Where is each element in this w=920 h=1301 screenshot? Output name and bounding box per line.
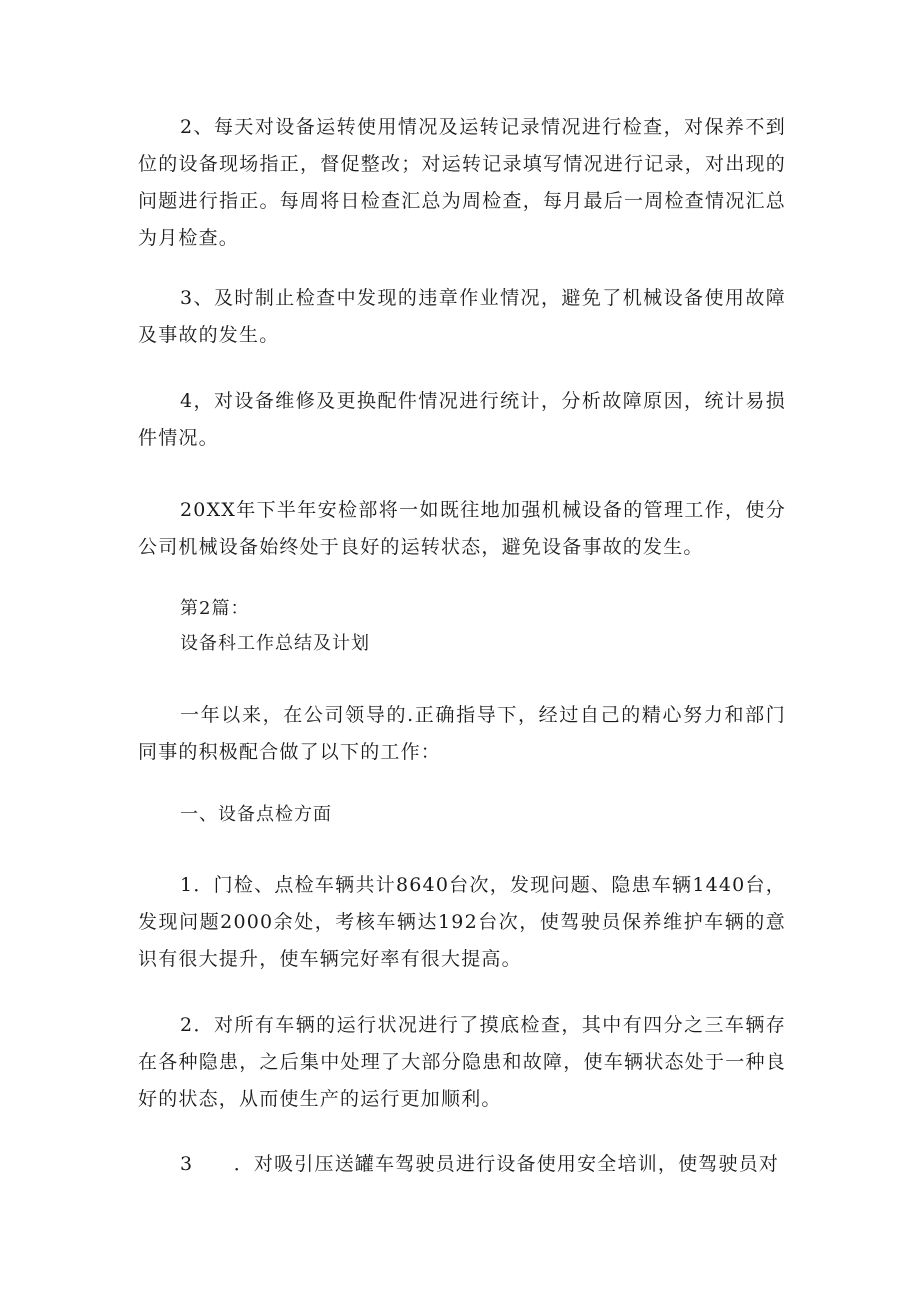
- paragraph-driver-training: 3 ．对吸引压送罐车驾驶员进行设备使用安全培训，使驾驶员对: [180, 1153, 780, 1175]
- heading-equipment-inspection: 一、设备点检方面: [180, 804, 332, 825]
- paragraph-daily-inspection: 2、每天对设备运转使用情况及运转记录情况进行检查，对保养不到位的设备现场指正，督促整改；对运转记录填写情况进行记录，对出现的问题进行指正。每周将日检查汇总为周检查，每月最后一周检查情况汇总为月检查。: [138, 116, 786, 249]
- paragraph-year-intro: 一年以来，在公司领导的.正确指导下，经过自己的精心努力和部门同事的积极配合做了以下的工作：: [138, 704, 786, 763]
- section-title: 设备科工作总结及计划: [180, 633, 370, 654]
- paragraph-violation-stop: 3、及时制止检查中发现的违章作业情况，避免了机械设备使用故障及事故的发生。: [138, 287, 786, 346]
- section-label: 第2篇：: [180, 598, 250, 619]
- paragraph-second-half-plan: 20XX年下半年安检部将一如既往地加强机械设备的管理工作，使分公司机械设备始终处于良好的运转状态，避免设备事故的发生。: [138, 499, 786, 558]
- paragraph-vehicle-survey: 2．对所有车辆的运行状况进行了摸底检查，其中有四分之三车辆存在各种隐患，之后集中处理了大部分隐患和故障，使车辆状态处于一种良好的状态，从而使生产的运行更加顺利。: [138, 1014, 786, 1110]
- paragraph-gate-inspection: 1．门检、点检车辆共计8640台次，发现问题、隐患车辆1440台，发现问题2000余处，考核车辆达192台次，使驾驶员保养维护车辆的意识有很大提升，使车辆完好率有很大提高。: [138, 874, 786, 970]
- paragraph-repair-statistics: 4，对设备维修及更换配件情况进行统计，分析故障原因，统计易损件情况。: [138, 390, 786, 449]
